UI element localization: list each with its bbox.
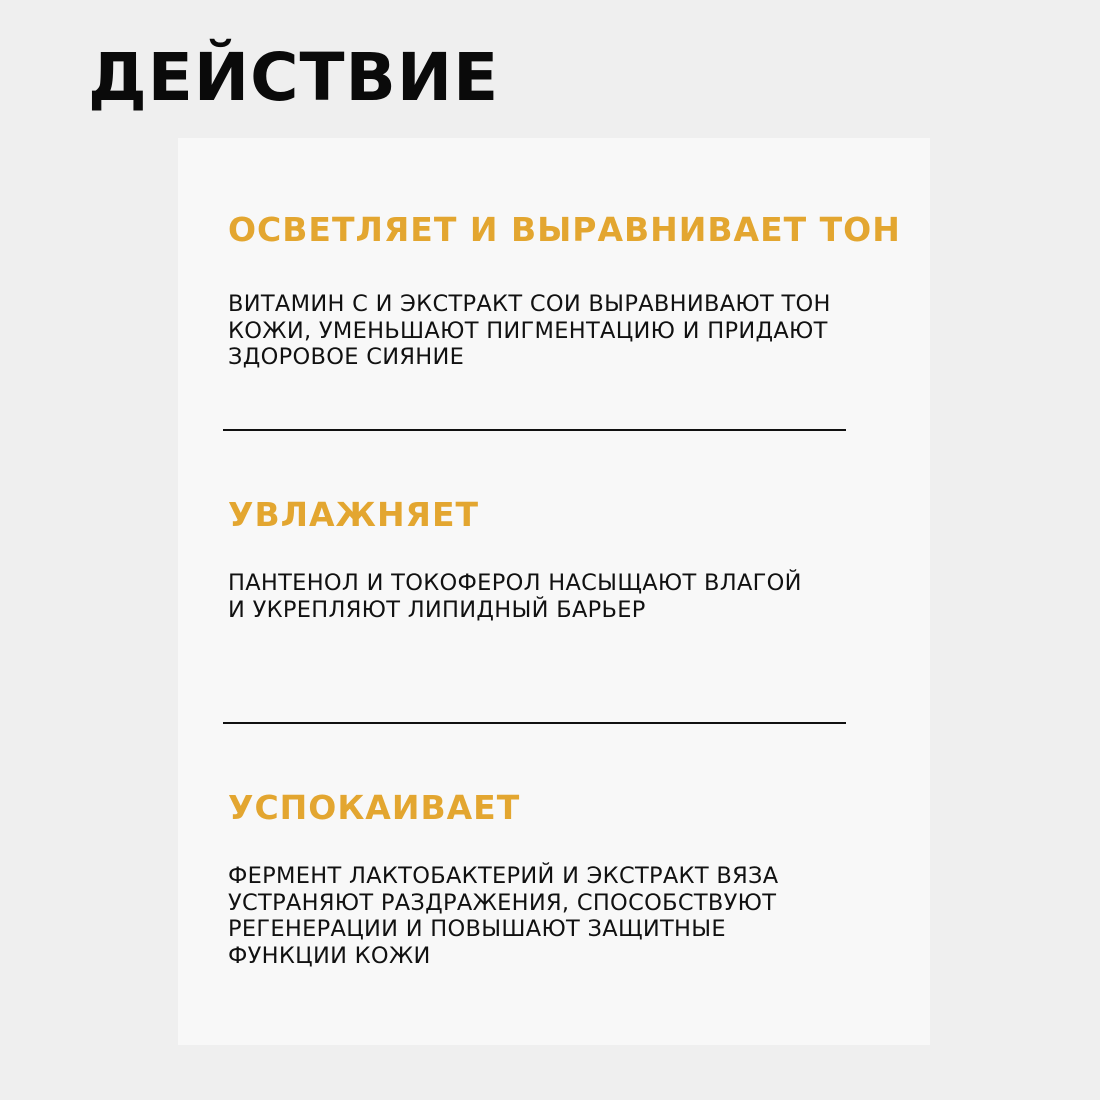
- text-line: И УКРЕПЛЯЮТ ЛИПИДНЫЙ БАРЬЕР: [228, 596, 646, 623]
- section-heading-soothes: УСПОКАИВАЕТ: [228, 788, 521, 827]
- text-line: ФЕРМЕНТ ЛАКТОБАКТЕРИЙ И ЭКСТРАКТ ВЯЗА: [228, 863, 779, 889]
- text-line: ФУНКЦИИ КОЖИ: [228, 942, 431, 969]
- section-text-moisturizes: [228, 570, 868, 623]
- page-title: ДЕЙСТВИЕ: [88, 39, 500, 116]
- text-line: КОЖИ, УМЕНЬШАЮТ ПИГМЕНТАЦИЮ И ПРИДАЮТ: [228, 317, 828, 344]
- divider: [223, 722, 846, 724]
- section-heading-brightens: ОСВЕТЛЯЕТ И ВЫРАВНИВАЕТ ТОН: [228, 210, 901, 249]
- text-line: ПАНТЕНОЛ И ТОКОФЕРОЛ НАСЫЩАЮТ ВЛАГОЙ: [228, 570, 802, 596]
- section-text-brightens: [228, 291, 868, 371]
- benefits-card: [178, 138, 930, 1045]
- text-line: РЕГЕНЕРАЦИИ И ПОВЫШАЮТ ЗАЩИТНЫЕ: [228, 916, 726, 942]
- text-line: ВИТАМИН С И ЭКСТРАКТ СОИ ВЫРАВНИВАЮТ ТОН: [228, 291, 831, 317]
- divider: [223, 429, 846, 431]
- text-line: ЗДОРОВОЕ СИЯНИЕ: [228, 344, 465, 370]
- section-heading-moisturizes: УВЛАЖНЯЕТ: [228, 495, 480, 534]
- text-line: УСТРАНЯЮТ РАЗДРАЖЕНИЯ, СПОСОБСТВУЮТ: [228, 889, 777, 916]
- section-text-soothes: [228, 863, 868, 969]
